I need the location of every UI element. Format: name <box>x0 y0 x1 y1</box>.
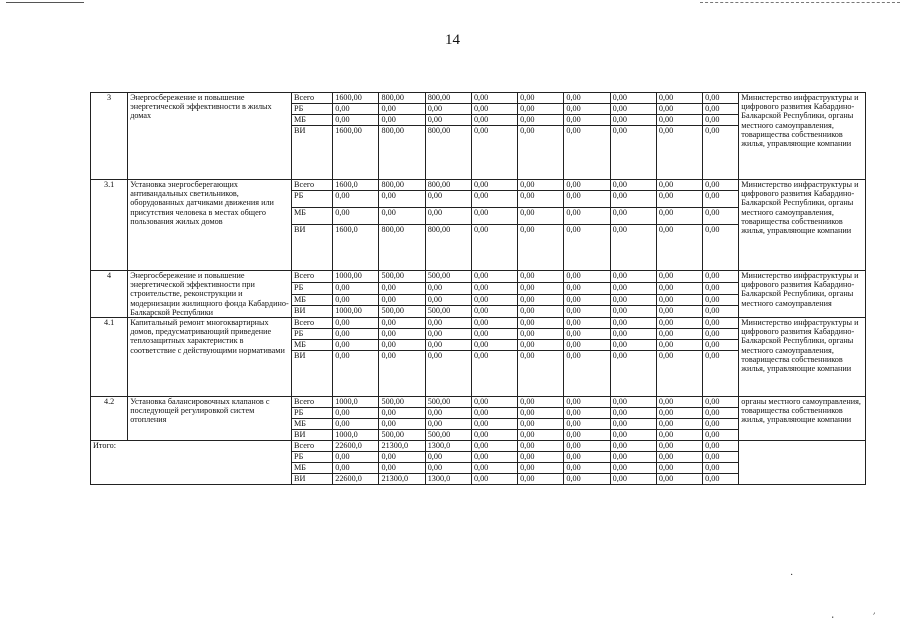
amount-cell: 22600,0 <box>333 441 379 452</box>
table-row <box>91 441 866 452</box>
amount-cell: 21300,0 <box>379 474 425 485</box>
amount-cell: 0,00 <box>471 452 517 463</box>
amount-cell: 0,00 <box>703 208 739 225</box>
responsible-executor: Министерство инфраструктуры и цифрового развития Кабардино-Балкарской Республики, органы местного самоуправления, товарищества собственников жилья, управляющие компании <box>739 180 866 271</box>
amount-cell: 0,00 <box>656 115 702 126</box>
amount-cell: 0,00 <box>703 225 739 271</box>
funding-source: РБ <box>292 408 333 419</box>
amount-cell: 0,00 <box>333 104 379 115</box>
amount-cell: 0,00 <box>564 225 610 271</box>
amount-cell: 22600,0 <box>333 474 379 485</box>
amount-cell: 0,00 <box>656 408 702 419</box>
amount-cell: 0,00 <box>610 104 656 115</box>
funding-source: ВИ <box>292 351 333 397</box>
amount-cell: 0,00 <box>610 329 656 340</box>
amount-cell: 0,00 <box>703 329 739 340</box>
amount-cell: 1000,00 <box>333 271 379 283</box>
amount-cell: 1600,0 <box>333 180 379 191</box>
amount-cell: 0,00 <box>471 306 517 318</box>
amount-cell: 0,00 <box>564 351 610 397</box>
amount-cell: 800,00 <box>425 180 471 191</box>
amount-cell: 0,00 <box>656 208 702 225</box>
amount-cell: 1000,00 <box>333 306 379 318</box>
amount-cell: 0,00 <box>703 408 739 419</box>
amount-cell: 0,00 <box>425 318 471 329</box>
amount-cell: 0,00 <box>610 463 656 474</box>
amount-cell: 0,00 <box>425 191 471 208</box>
funding-source: Всего <box>292 271 333 283</box>
amount-cell: 0,00 <box>656 463 702 474</box>
amount-cell: 0,00 <box>333 408 379 419</box>
funding-source: МБ <box>292 419 333 430</box>
amount-cell: 0,00 <box>379 463 425 474</box>
table-row <box>91 180 866 191</box>
amount-cell: 0,00 <box>656 318 702 329</box>
row-title: Энергосбережение и повышение энергетической эффективности в жилых домах <box>128 93 292 180</box>
amount-cell: 0,00 <box>333 351 379 397</box>
amount-cell: 0,00 <box>610 397 656 408</box>
amount-cell: 0,00 <box>610 282 656 294</box>
amount-cell: 0,00 <box>610 208 656 225</box>
amount-cell: 0,00 <box>333 191 379 208</box>
amount-cell: 0,00 <box>471 126 517 180</box>
table-row <box>91 93 866 104</box>
amount-cell: 0,00 <box>610 115 656 126</box>
amount-cell: 0,00 <box>564 115 610 126</box>
funding-source: РБ <box>292 329 333 340</box>
row-number: 4.2 <box>91 397 128 441</box>
amount-cell: 0,00 <box>379 294 425 306</box>
page-number: 14 <box>445 32 460 48</box>
table-row <box>91 271 866 283</box>
amount-cell: 0,00 <box>610 340 656 351</box>
amount-cell: 0,00 <box>564 271 610 283</box>
amount-cell: 0,00 <box>471 419 517 430</box>
scan-speck: · <box>790 570 794 581</box>
funding-source: ВИ <box>292 225 333 271</box>
amount-cell: 500,00 <box>425 271 471 283</box>
amount-cell: 500,00 <box>379 271 425 283</box>
funding-source: ВИ <box>292 126 333 180</box>
amount-cell: 0,00 <box>564 397 610 408</box>
amount-cell: 0,00 <box>518 463 564 474</box>
amount-cell: 0,00 <box>333 294 379 306</box>
amount-cell: 0,00 <box>610 93 656 104</box>
amount-cell: 0,00 <box>518 180 564 191</box>
amount-cell: 0,00 <box>425 104 471 115</box>
amount-cell: 0,00 <box>518 419 564 430</box>
amount-cell: 0,00 <box>379 419 425 430</box>
amount-cell: 0,00 <box>425 463 471 474</box>
amount-cell: 0,00 <box>333 115 379 126</box>
amount-cell: 0,00 <box>564 126 610 180</box>
funding-source: МБ <box>292 115 333 126</box>
amount-cell: 0,00 <box>610 306 656 318</box>
amount-cell: 0,00 <box>564 340 610 351</box>
scan-artifact-line <box>6 2 84 3</box>
amount-cell: 0,00 <box>425 329 471 340</box>
amount-cell: 0,00 <box>610 180 656 191</box>
amount-cell: 0,00 <box>333 452 379 463</box>
amount-cell: 0,00 <box>564 208 610 225</box>
amount-cell: 0,00 <box>656 191 702 208</box>
amount-cell: 0,00 <box>471 271 517 283</box>
amount-cell: 0,00 <box>471 474 517 485</box>
amount-cell: 0,00 <box>333 282 379 294</box>
amount-cell: 0,00 <box>703 306 739 318</box>
amount-cell: 0,00 <box>656 306 702 318</box>
amount-cell: 0,00 <box>518 397 564 408</box>
table-row <box>91 397 866 408</box>
amount-cell: 0,00 <box>518 329 564 340</box>
amount-cell: 0,00 <box>425 115 471 126</box>
amount-cell: 0,00 <box>333 318 379 329</box>
amount-cell: 0,00 <box>425 340 471 351</box>
amount-cell: 0,00 <box>610 191 656 208</box>
amount-cell: 0,00 <box>333 208 379 225</box>
amount-cell: 500,00 <box>379 430 425 441</box>
amount-cell: 0,00 <box>471 441 517 452</box>
amount-cell: 0,00 <box>518 441 564 452</box>
amount-cell: 0,00 <box>379 351 425 397</box>
amount-cell: 0,00 <box>471 430 517 441</box>
amount-cell: 0,00 <box>518 104 564 115</box>
amount-cell: 0,00 <box>564 93 610 104</box>
amount-cell: 0,00 <box>564 104 610 115</box>
funding-source: РБ <box>292 282 333 294</box>
amount-cell: 0,00 <box>518 126 564 180</box>
amount-cell: 0,00 <box>656 452 702 463</box>
amount-cell: 0,00 <box>610 408 656 419</box>
amount-cell: 0,00 <box>564 419 610 430</box>
amount-cell: 0,00 <box>610 441 656 452</box>
amount-cell: 1000,0 <box>333 397 379 408</box>
table-body <box>91 93 866 485</box>
amount-cell: 0,00 <box>564 306 610 318</box>
amount-cell: 0,00 <box>703 294 739 306</box>
amount-cell: 0,00 <box>703 397 739 408</box>
funding-source: МБ <box>292 340 333 351</box>
amount-cell: 0,00 <box>518 408 564 419</box>
amount-cell: 0,00 <box>656 430 702 441</box>
amount-cell: 0,00 <box>518 306 564 318</box>
scan-artifact-line <box>700 2 900 3</box>
amount-cell: 0,00 <box>425 351 471 397</box>
amount-cell: 0,00 <box>703 180 739 191</box>
amount-cell: 0,00 <box>333 463 379 474</box>
amount-cell: 0,00 <box>610 318 656 329</box>
amount-cell: 500,00 <box>425 397 471 408</box>
amount-cell: 0,00 <box>379 208 425 225</box>
amount-cell: 0,00 <box>471 225 517 271</box>
amount-cell: 1300,0 <box>425 474 471 485</box>
amount-cell: 800,00 <box>379 93 425 104</box>
amount-cell: 0,00 <box>610 126 656 180</box>
budget-table <box>90 92 866 485</box>
funding-source: РБ <box>292 452 333 463</box>
amount-cell: 0,00 <box>471 329 517 340</box>
amount-cell: 0,00 <box>518 474 564 485</box>
amount-cell: 800,00 <box>425 93 471 104</box>
amount-cell: 0,00 <box>564 329 610 340</box>
amount-cell: 0,00 <box>703 282 739 294</box>
amount-cell: 800,00 <box>425 225 471 271</box>
row-number: 4 <box>91 271 128 318</box>
total-label: Итого: <box>91 441 292 485</box>
amount-cell: 500,00 <box>379 306 425 318</box>
amount-cell: 0,00 <box>471 351 517 397</box>
funding-source: МБ <box>292 463 333 474</box>
amount-cell: 0,00 <box>564 294 610 306</box>
amount-cell: 0,00 <box>656 351 702 397</box>
amount-cell: 0,00 <box>379 318 425 329</box>
amount-cell: 0,00 <box>379 191 425 208</box>
funding-source: Всего <box>292 93 333 104</box>
amount-cell: 0,00 <box>703 104 739 115</box>
amount-cell: 0,00 <box>518 93 564 104</box>
amount-cell: 0,00 <box>471 397 517 408</box>
amount-cell: 0,00 <box>656 294 702 306</box>
amount-cell: 0,00 <box>703 463 739 474</box>
amount-cell: 0,00 <box>703 441 739 452</box>
amount-cell: 0,00 <box>703 271 739 283</box>
funding-source: РБ <box>292 104 333 115</box>
amount-cell: 0,00 <box>518 294 564 306</box>
amount-cell: 0,00 <box>564 441 610 452</box>
amount-cell: 0,00 <box>425 419 471 430</box>
amount-cell: 0,00 <box>564 452 610 463</box>
responsible-executor: органы местного самоуправления, товарищества собственников жилья, управляющие компании <box>739 397 866 441</box>
amount-cell: 0,00 <box>379 408 425 419</box>
amount-cell: 0,00 <box>656 126 702 180</box>
amount-cell: 0,00 <box>518 225 564 271</box>
amount-cell: 0,00 <box>518 340 564 351</box>
amount-cell: 0,00 <box>425 208 471 225</box>
amount-cell: 0,00 <box>656 225 702 271</box>
amount-cell: 0,00 <box>471 294 517 306</box>
amount-cell: 0,00 <box>471 282 517 294</box>
amount-cell: 0,00 <box>656 474 702 485</box>
amount-cell: 500,00 <box>425 430 471 441</box>
amount-cell: 0,00 <box>610 430 656 441</box>
amount-cell: 0,00 <box>703 351 739 397</box>
amount-cell: 0,00 <box>379 329 425 340</box>
funding-source: ВИ <box>292 306 333 318</box>
funding-source: ВИ <box>292 474 333 485</box>
amount-cell: 0,00 <box>518 452 564 463</box>
amount-cell: 500,00 <box>425 306 471 318</box>
amount-cell: 0,00 <box>471 93 517 104</box>
table-row <box>91 318 866 329</box>
amount-cell: 0,00 <box>656 93 702 104</box>
amount-cell: 0,00 <box>656 329 702 340</box>
amount-cell: 0,00 <box>425 408 471 419</box>
amount-cell: 800,00 <box>379 126 425 180</box>
amount-cell: 0,00 <box>564 474 610 485</box>
row-number: 3.1 <box>91 180 128 271</box>
amount-cell: 1000,0 <box>333 430 379 441</box>
amount-cell: 21300,0 <box>379 441 425 452</box>
amount-cell: 0,00 <box>471 208 517 225</box>
funding-source: ВИ <box>292 430 333 441</box>
amount-cell: 0,00 <box>564 463 610 474</box>
responsible-executor: Министерство инфраструктуры и цифрового развития Кабардино-Балкарской Республики, органы местного самоуправления, товарищества собственников жилья, управляющие компании <box>739 318 866 397</box>
amount-cell: 0,00 <box>425 452 471 463</box>
amount-cell: 500,00 <box>379 397 425 408</box>
funding-source: МБ <box>292 208 333 225</box>
funding-source: Всего <box>292 318 333 329</box>
amount-cell: 0,00 <box>610 452 656 463</box>
responsible-executor: Министерство инфраструктуры и цифрового развития Кабардино-Балкарской Республики, органы местного самоуправления <box>739 271 866 318</box>
amount-cell: 0,00 <box>656 104 702 115</box>
amount-cell: 0,00 <box>564 180 610 191</box>
amount-cell: 0,00 <box>610 225 656 271</box>
amount-cell: 0,00 <box>471 318 517 329</box>
amount-cell: 0,00 <box>518 208 564 225</box>
amount-cell: 0,00 <box>471 463 517 474</box>
amount-cell: 1600,0 <box>333 225 379 271</box>
amount-cell: 0,00 <box>564 191 610 208</box>
amount-cell: 0,00 <box>379 452 425 463</box>
amount-cell: 0,00 <box>471 180 517 191</box>
amount-cell: 0,00 <box>656 441 702 452</box>
amount-cell: 0,00 <box>703 191 739 208</box>
row-title: Установка энергосберегающих антивандальных светильников, оборудованных датчиками движения или присутствия человека в местах общего пользования жилых домов <box>128 180 292 271</box>
amount-cell: 0,00 <box>471 104 517 115</box>
row-title: Капитальный ремонт многоквартирных домов, предусматривающий приведение теплозащитных характеристик в соответствие с действующими нормативами <box>128 318 292 397</box>
amount-cell: 0,00 <box>518 282 564 294</box>
funding-source: Всего <box>292 397 333 408</box>
amount-cell: 800,00 <box>379 225 425 271</box>
amount-cell: 0,00 <box>471 408 517 419</box>
scan-speck: ׳ <box>873 610 876 621</box>
amount-cell: 0,00 <box>425 282 471 294</box>
amount-cell: 0,00 <box>703 318 739 329</box>
amount-cell: 0,00 <box>564 408 610 419</box>
responsible-executor: Министерство инфраструктуры и цифрового развития Кабардино-Балкарской Республики, органы местного самоуправления, товарищества собственников жилья, управляющие компании <box>739 93 866 180</box>
funding-source: РБ <box>292 191 333 208</box>
amount-cell: 0,00 <box>518 430 564 441</box>
amount-cell: 0,00 <box>471 191 517 208</box>
amount-cell: 1600,00 <box>333 93 379 104</box>
funding-source: Всего <box>292 441 333 452</box>
amount-cell: 0,00 <box>333 419 379 430</box>
amount-cell: 0,00 <box>610 351 656 397</box>
amount-cell: 0,00 <box>379 104 425 115</box>
row-title: Установка балансировочных клапанов с последующей регулировкой систем отопления <box>128 397 292 441</box>
amount-cell: 1300,0 <box>425 441 471 452</box>
amount-cell: 0,00 <box>610 294 656 306</box>
amount-cell: 0,00 <box>518 318 564 329</box>
amount-cell: 0,00 <box>703 430 739 441</box>
amount-cell: 0,00 <box>471 115 517 126</box>
amount-cell: 0,00 <box>703 452 739 463</box>
amount-cell: 0,00 <box>379 282 425 294</box>
amount-cell: 0,00 <box>610 474 656 485</box>
amount-cell: 0,00 <box>703 474 739 485</box>
amount-cell: 0,00 <box>656 180 702 191</box>
amount-cell: 0,00 <box>471 340 517 351</box>
amount-cell: 0,00 <box>333 329 379 340</box>
amount-cell: 0,00 <box>564 318 610 329</box>
amount-cell: 800,00 <box>425 126 471 180</box>
funding-source: Всего <box>292 180 333 191</box>
amount-cell: 0,00 <box>564 430 610 441</box>
amount-cell: 0,00 <box>610 271 656 283</box>
amount-cell: 0,00 <box>703 115 739 126</box>
amount-cell: 0,00 <box>518 115 564 126</box>
amount-cell: 0,00 <box>703 419 739 430</box>
funding-source: МБ <box>292 294 333 306</box>
amount-cell: 0,00 <box>656 419 702 430</box>
amount-cell: 0,00 <box>518 191 564 208</box>
scan-speck: ٠ <box>830 612 836 623</box>
amount-cell: 0,00 <box>518 271 564 283</box>
amount-cell: 0,00 <box>656 271 702 283</box>
amount-cell: 0,00 <box>379 115 425 126</box>
amount-cell: 0,00 <box>333 340 379 351</box>
amount-cell: 0,00 <box>656 282 702 294</box>
amount-cell: 0,00 <box>564 282 610 294</box>
amount-cell: 0,00 <box>656 340 702 351</box>
amount-cell: 800,00 <box>379 180 425 191</box>
row-title: Энергосбережение и повышение энергетической эффективности при строительстве, реконструкции и модернизации жилищного фонда Кабардино-Балкарской Республики <box>128 271 292 318</box>
amount-cell: 0,00 <box>703 340 739 351</box>
amount-cell: 0,00 <box>703 93 739 104</box>
amount-cell: 0,00 <box>610 419 656 430</box>
amount-cell: 0,00 <box>656 397 702 408</box>
row-number: 4.1 <box>91 318 128 397</box>
amount-cell: 0,00 <box>703 126 739 180</box>
amount-cell: 1600,00 <box>333 126 379 180</box>
amount-cell: 0,00 <box>425 294 471 306</box>
responsible-executor-empty <box>739 441 866 485</box>
amount-cell: 0,00 <box>518 351 564 397</box>
row-number: 3 <box>91 93 128 180</box>
amount-cell: 0,00 <box>379 340 425 351</box>
